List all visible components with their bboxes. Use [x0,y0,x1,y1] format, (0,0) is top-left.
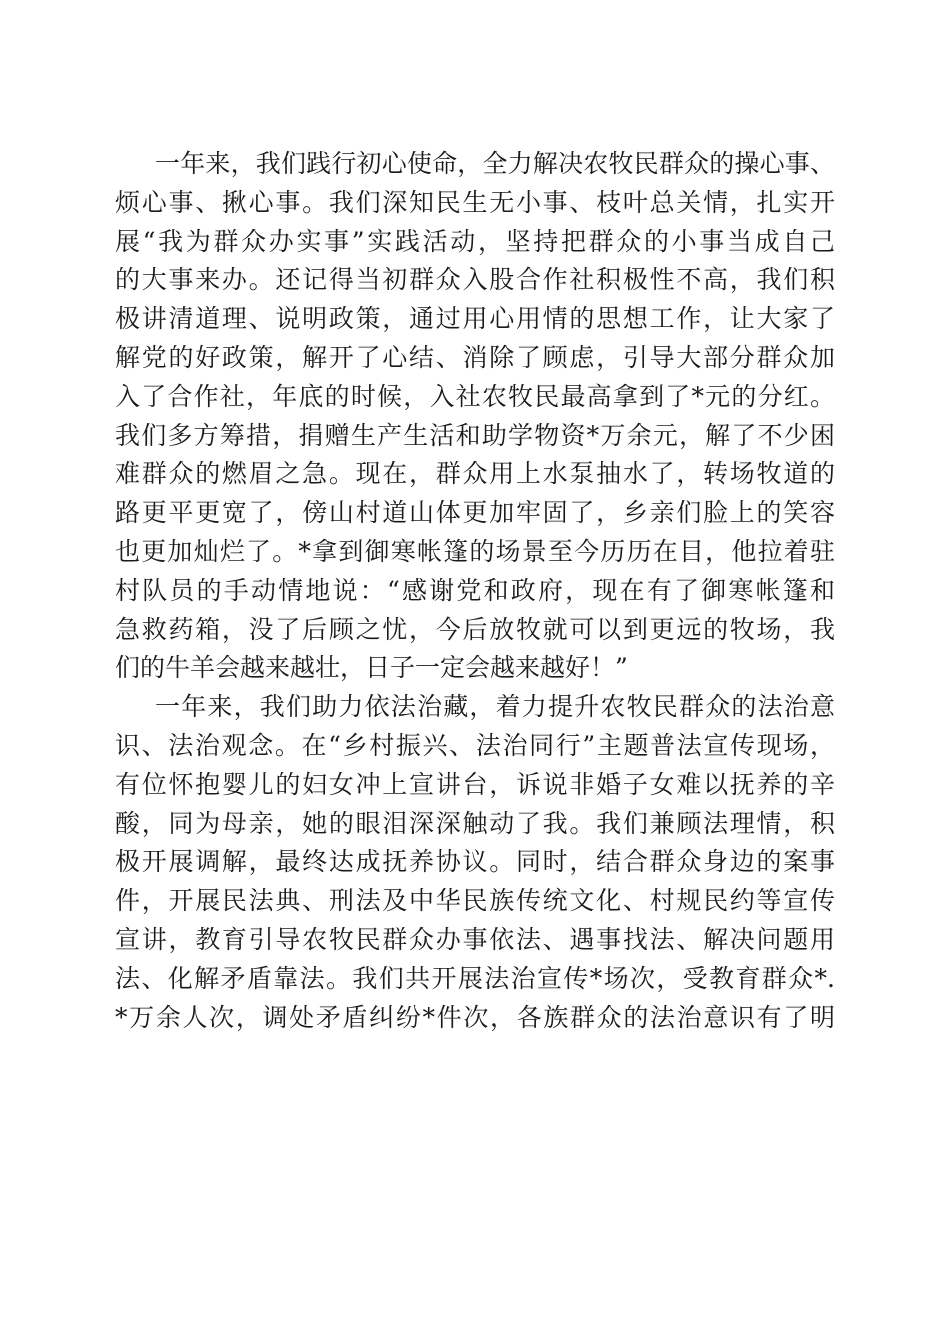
paragraph-1-line-1: 一年来，我们践行初心使命，全力解决农牧民群众的操心事、 [155,149,835,178]
paragraph-1-line-3: 展“我为群众办实事”实践活动，坚持把群众的小事当成自己 [115,226,835,256]
paragraph-1-line-2: 烦心事、揪心事。我们深知民生无小事、枝叶总关情，扎实开 [115,187,835,217]
paragraph-1-line-12: 村队员的手动情地说：“感谢党和政府，现在有了御寒帐篷和 [115,575,835,605]
paragraph-1-line-13: 急救药箱，没了后顾之忧，今后放牧就可以到更远的牧场，我 [115,614,835,644]
paragraph-2-line-8: 法、化解矛盾靠法。我们共开展法治宣传*场次，受教育群众*. [115,963,835,993]
paragraph-2-line-2: 识、法治观念。在“乡村振兴、法治同行”主题普法宣传现场， [115,730,835,760]
paragraph-1-line-14: 们的牛羊会越来越壮，日子一定会越来越好！” [115,653,628,683]
paragraph-2-line-1: 一年来，我们助力依法治藏，着力提升农牧民群众的法治意 [155,692,835,722]
paragraph-1-line-10: 路更平更宽了，傍山村道山体更加牢固了，乡亲们脸上的笑容 [115,498,835,528]
paragraph-1-line-11: 也更加灿烂了。*拿到御寒帐篷的场景至今历历在目，他拉着驻 [115,536,835,566]
paragraph-2-line-5: 极开展调解，最终达成抚养协议。同时，结合群众身边的案事 [115,847,835,877]
paragraph-2-line-6: 件，开展民法典、刑法及中华民族传统文化、村规民约等宣传 [115,886,835,916]
paragraph-2-line-9: *万余人次，调处矛盾纠纷*件次，各族群众的法治意识有了明 [115,1002,835,1032]
paragraph-2-line-7: 宣讲，教育引导农牧民群众办事依法、遇事找法、解决问题用 [115,924,835,954]
body-text [115,145,835,1037]
paragraph-2-line-3: 有位怀抱婴儿的妇女冲上宣讲台，诉说非婚子女难以抚养的辛 [115,769,835,799]
paragraph-1-line-6: 解党的好政策，解开了心结、消除了顾虑，引导大部分群众加 [115,342,835,372]
paragraph-1-line-7: 入了合作社，年底的时候，入社农牧民最高拿到了*元的分红。 [115,381,835,411]
paragraph-1-line-8: 我们多方筹措，捐赠生产生活和助学物资*万余元，解了不少困 [115,420,835,450]
paragraph-1-line-9: 难群众的燃眉之急。现在，群众用上水泵抽水了，转场牧道的 [115,459,835,489]
paragraph-1-line-5: 极讲清道理、说明政策，通过用心用情的思想工作，让大家了 [115,304,835,334]
paragraph-1-line-4: 的大事来办。还记得当初群众入股合作社积极性不高，我们积 [115,265,835,295]
paragraph-2-line-4: 酸，同为母亲，她的眼泪深深触动了我。我们兼顾法理情，积 [115,808,835,838]
